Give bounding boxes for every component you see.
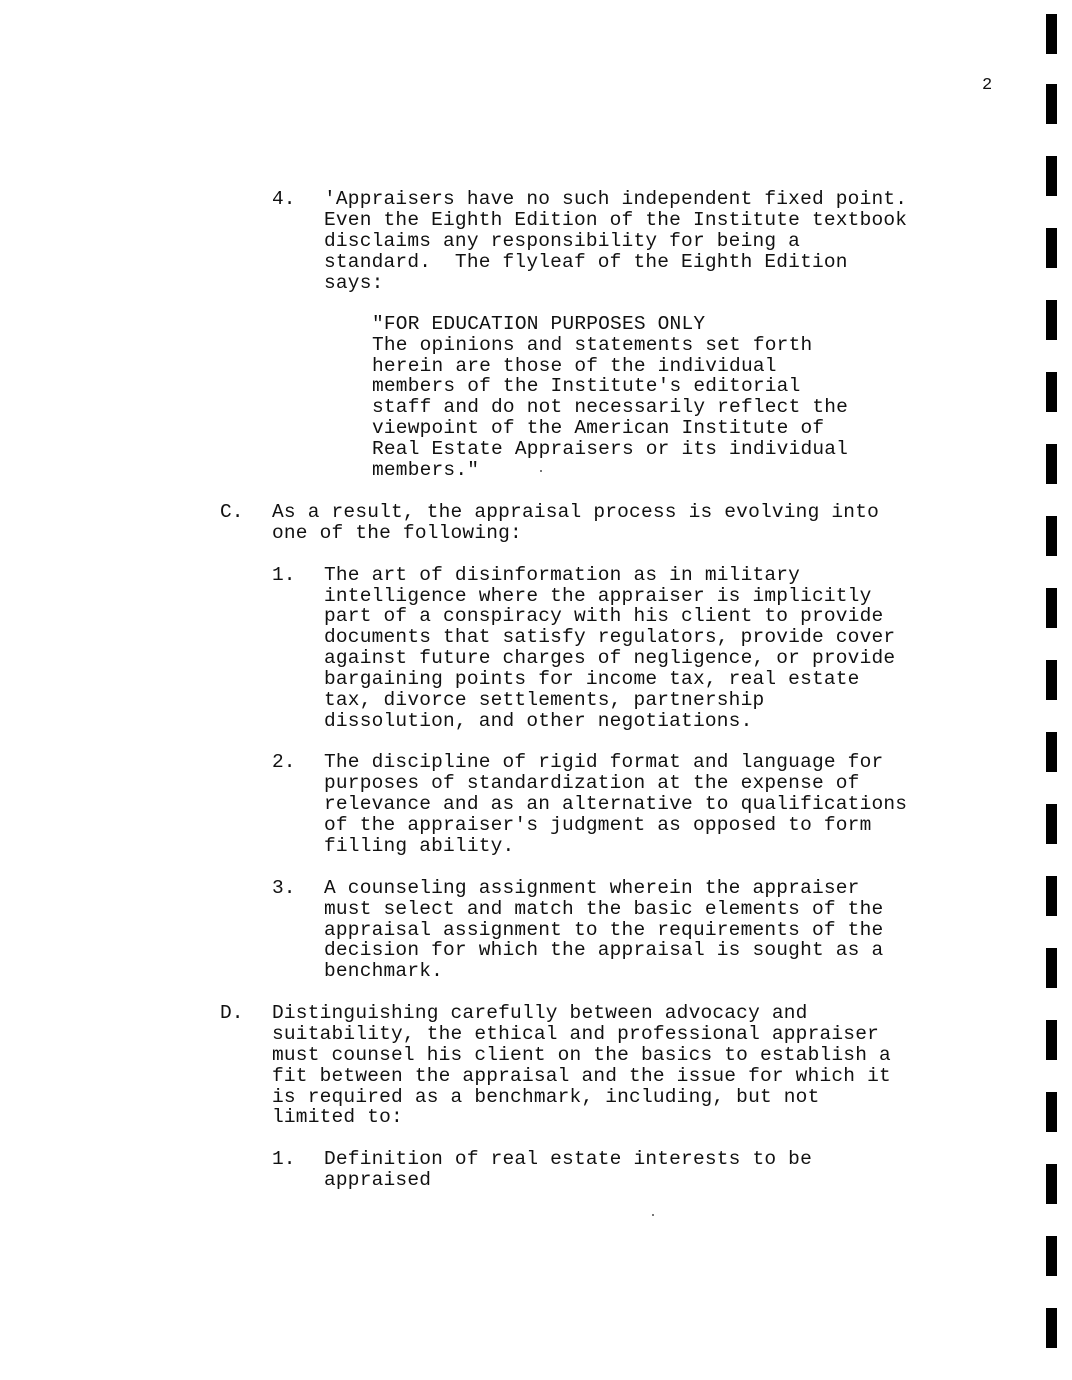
scan-edge-mark: [1046, 588, 1057, 628]
section-d-item-1-marker: 1.: [272, 1148, 296, 1170]
section-c-item-3-line: benchmark.: [324, 960, 444, 982]
section-d-line: fit between the appraisal and the issue for which it: [272, 1065, 891, 1087]
scan-edge-mark: [1046, 948, 1057, 988]
item-4-marker: 4.: [272, 188, 296, 210]
scan-edge-mark: [1046, 804, 1057, 844]
quote-line: staff and do not necessarily reflect the: [372, 396, 849, 418]
item-4-line: Even the Eighth Edition of the Institute textbook: [324, 209, 908, 231]
section-d-line: suitability, the ethical and professional appraiser: [272, 1023, 879, 1045]
item-4-line: says:: [324, 272, 384, 294]
item-4-line: standard. The flyleaf of the Eighth Edition: [324, 251, 848, 273]
section-c-line: one of the following:: [272, 522, 522, 544]
section-d-line: must counsel his client on the basics to establish a: [272, 1044, 891, 1066]
quote-line: herein are those of the individual: [372, 355, 777, 377]
item-4-line: disclaims any responsibility for being a: [324, 230, 801, 252]
section-c-item-2-marker: 2.: [272, 751, 296, 773]
scan-edge-mark: [1046, 876, 1057, 916]
scan-edge-mark: [1046, 84, 1057, 124]
section-c-item-2-line: of the appraiser's judgment as opposed to form: [324, 814, 872, 836]
scan-edge-mark: [1046, 516, 1057, 556]
item-4-line: 'Appraisers have no such independent fixed point.: [324, 188, 908, 210]
section-c-item-2-line: relevance and as an alternative to qualifications: [324, 793, 908, 815]
scan-edge-mark: [1046, 732, 1057, 772]
quote-line: members of the Institute's editorial: [372, 375, 801, 397]
section-c-item-3-line: A counseling assignment wherein the appraiser: [324, 877, 860, 899]
section-d-line: Distinguishing carefully between advocacy and: [272, 1002, 808, 1024]
scan-edge-mark: [1046, 1308, 1057, 1348]
section-c-item-2-line: The discipline of rigid format and language for: [324, 751, 884, 773]
quote-line: members.": [372, 459, 480, 481]
section-d-line: limited to:: [272, 1106, 403, 1128]
section-c-item-1-line: part of a conspiracy with his client to provide: [324, 605, 884, 627]
section-c-item-3-line: decision for which the appraisal is sought as a: [324, 939, 884, 961]
scan-edge-mark: [1046, 156, 1057, 196]
quote-line: Real Estate Appraisers or its individual: [372, 438, 849, 460]
section-d-line: is required as a benchmark, including, but not: [272, 1086, 820, 1108]
section-d-item-1-line: Definition of real estate interests to be: [324, 1148, 812, 1170]
scan-edge-mark: [1046, 14, 1057, 54]
section-c-item-1-line: intelligence where the appraiser is implicitly: [324, 585, 872, 607]
section-c-item-3-line: must select and match the basic elements of the: [324, 898, 884, 920]
section-c-item-1-line: against future charges of negligence, or provide: [324, 647, 896, 669]
section-c-item-3-marker: 3.: [272, 877, 296, 899]
scan-edge-mark: [1046, 1020, 1057, 1060]
scan-edge-mark: [1046, 1236, 1057, 1276]
scan-edge-mark: [1046, 444, 1057, 484]
page-number: 2: [982, 76, 993, 95]
section-c-item-1-line: bargaining points for income tax, real estate: [324, 668, 860, 690]
scan-edge-mark: [1046, 1164, 1057, 1204]
quote-line: The opinions and statements set forth: [372, 334, 813, 356]
quote-line: viewpoint of the American Institute of: [372, 417, 825, 439]
section-c-item-1-line: dissolution, and other negotiations.: [324, 710, 753, 732]
section-d-item-1-line: appraised: [324, 1169, 432, 1191]
scan-edge-mark: [1046, 300, 1057, 340]
section-c-item-2-line: purposes of standardization at the expense of: [324, 772, 860, 794]
section-c-line: As a result, the appraisal process is evolving into: [272, 501, 879, 523]
scan-edge-mark: [1046, 1092, 1057, 1132]
scan-speck: [652, 1214, 654, 1216]
quote-line: "FOR EDUCATION PURPOSES ONLY: [372, 313, 706, 335]
scan-edge-mark: [1046, 228, 1057, 268]
section-c-item-2-line: filling ability.: [324, 835, 515, 857]
section-c-item-3-line: appraisal assignment to the requirements of the: [324, 919, 884, 941]
section-c-item-1-line: tax, divorce settlements, partnership: [324, 689, 765, 711]
section-c-item-1-marker: 1.: [272, 564, 296, 586]
scan-edge-mark: [1046, 372, 1057, 412]
section-c-marker: C.: [220, 501, 244, 523]
scan-speck: [540, 470, 542, 472]
section-c-item-1-line: The art of disinformation as in military: [324, 564, 801, 586]
scan-edge-mark: [1046, 660, 1057, 700]
section-c-item-1-line: documents that satisfy regulators, provide cover: [324, 626, 896, 648]
section-d-marker: D.: [220, 1002, 244, 1024]
